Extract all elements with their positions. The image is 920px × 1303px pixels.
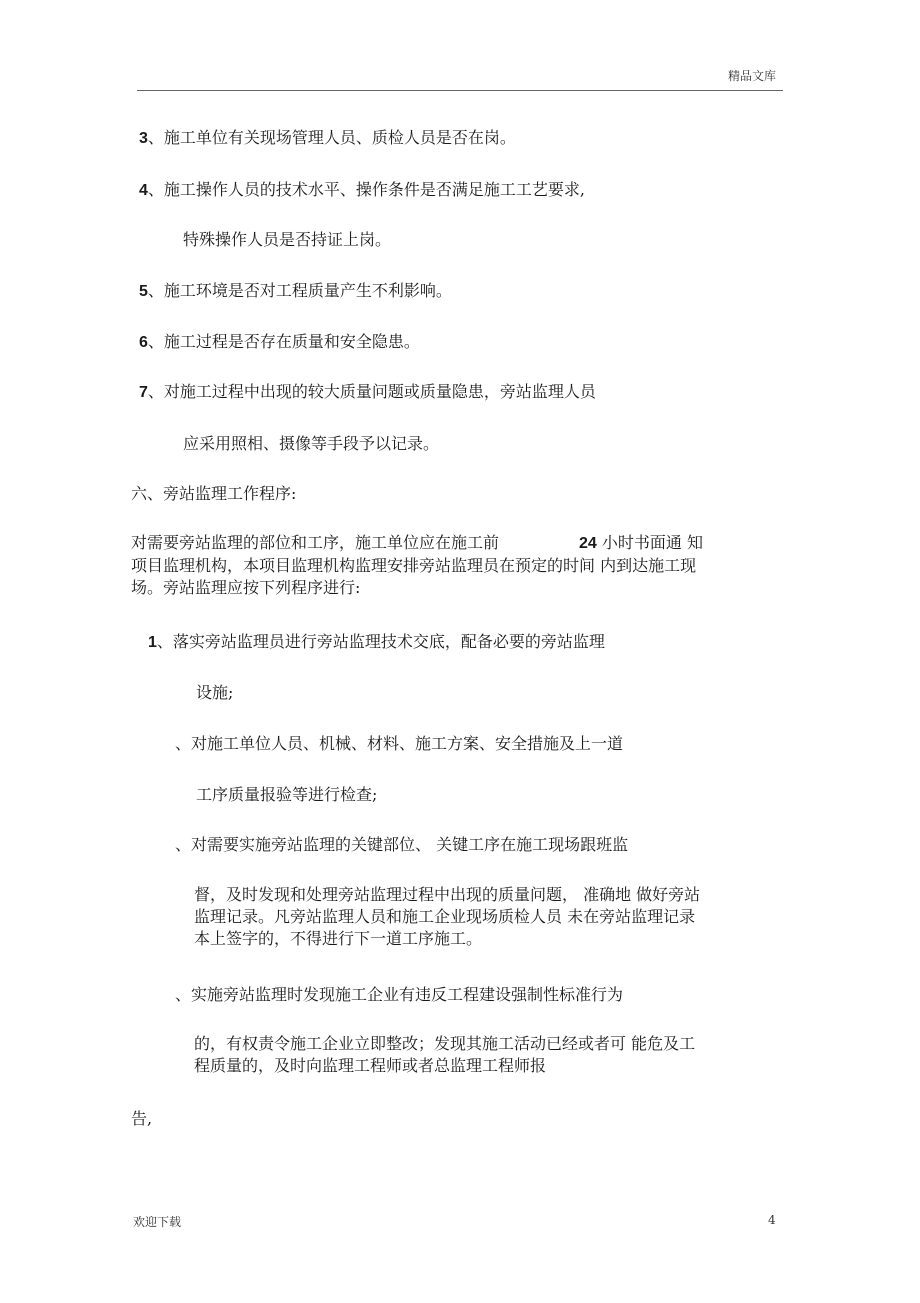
item-3 bbox=[139, 127, 516, 150]
step-1-text: 、落实旁站监理员进行旁站监理技术交底，配备必要的旁站监理 bbox=[156, 632, 605, 651]
item-5-text: 、施工环境是否对工程质量产生不利影响。 bbox=[147, 281, 452, 300]
header-divider bbox=[137, 90, 783, 91]
step-3-line-2: 监理记录。凡旁站监理人员和施工企业现场质检人员 未在旁站监理记录 bbox=[194, 907, 696, 926]
step-4: 、实施旁站监理时发现施工企业有违反工程建设强制性标准行为 bbox=[175, 985, 624, 1004]
item-5 bbox=[139, 280, 452, 303]
item-4-number: 4 bbox=[139, 182, 148, 199]
item-5-number: 5 bbox=[139, 283, 148, 300]
step-1-number: 1 bbox=[148, 634, 157, 651]
step-3: 、对需要实施旁站监理的关键部位、 关键工序在施工现场跟班监 bbox=[175, 835, 629, 854]
intro-line-2: 项目监理机构，本项目监理机构监理安排旁站监理员在预定的时间 内到达施工现 bbox=[131, 556, 697, 575]
item-6-text: 、施工过程是否存在质量和安全隐患。 bbox=[147, 332, 420, 351]
item-3-text: 、施工单位有关现场管理人员、质检人员是否在岗。 bbox=[147, 128, 516, 147]
step-2-continuation: 工序质量报验等进行检查; bbox=[196, 785, 378, 804]
item-4 bbox=[139, 179, 585, 202]
step-3-line-1: 督，及时发现和处理旁站监理过程中出现的质量问题， 准确地 做好旁站 bbox=[194, 885, 701, 904]
header-label: 精品文库 bbox=[728, 69, 777, 83]
item-7-number: 7 bbox=[139, 384, 148, 401]
step-4-line-1: 的，有权责令施工企业立即整改；发现其施工活动已经或者可 能危及工 bbox=[194, 1034, 696, 1053]
item-6-number: 6 bbox=[139, 334, 148, 351]
intro-line-1 bbox=[131, 532, 703, 555]
item-7-continuation: 应采用照相、摄像等手段予以记录。 bbox=[183, 434, 440, 453]
item-7 bbox=[139, 381, 596, 404]
step-3-continuation bbox=[194, 884, 700, 950]
intro-line-1-text: 对需要旁站监理的部位和工序，施工单位应在施工前 bbox=[131, 533, 500, 552]
item-4-continuation: 特殊操作人员是否持证上岗。 bbox=[183, 230, 392, 249]
item-6 bbox=[139, 331, 420, 354]
intro-hours: 24 bbox=[579, 535, 597, 552]
section-heading: 六、旁站监理工作程序: bbox=[131, 484, 297, 503]
intro-line-1-tail: 小时书面通 知 bbox=[596, 533, 703, 552]
step-1-continuation: 设施; bbox=[196, 683, 234, 702]
tail-text: 告, bbox=[131, 1109, 153, 1128]
item-4-text: 、施工操作人员的技术水平、操作条件是否满足施工工艺要求, bbox=[147, 180, 585, 199]
intro-paragraph bbox=[131, 532, 703, 599]
step-4-line-2: 程质量的，及时向监理工程师或者总监理工程师报 bbox=[194, 1056, 547, 1075]
footer-label: 欢迎下载 bbox=[133, 1215, 182, 1229]
step-3-line-3: 本上签字的，不得进行下一道工序施工。 bbox=[194, 929, 483, 948]
step-4-continuation bbox=[194, 1033, 695, 1077]
item-3-number: 3 bbox=[139, 130, 148, 147]
step-2: 、对施工单位人员、机械、材料、施工方案、安全措施及上一道 bbox=[175, 734, 624, 753]
intro-line-3: 场。旁站监理应按下列程序进行: bbox=[131, 578, 361, 597]
item-7-text: 、对施工过程中出现的较大质量问题或质量隐患，旁站监理人员 bbox=[147, 382, 596, 401]
step-1 bbox=[148, 631, 605, 654]
page-number: 4 bbox=[768, 1213, 776, 1227]
